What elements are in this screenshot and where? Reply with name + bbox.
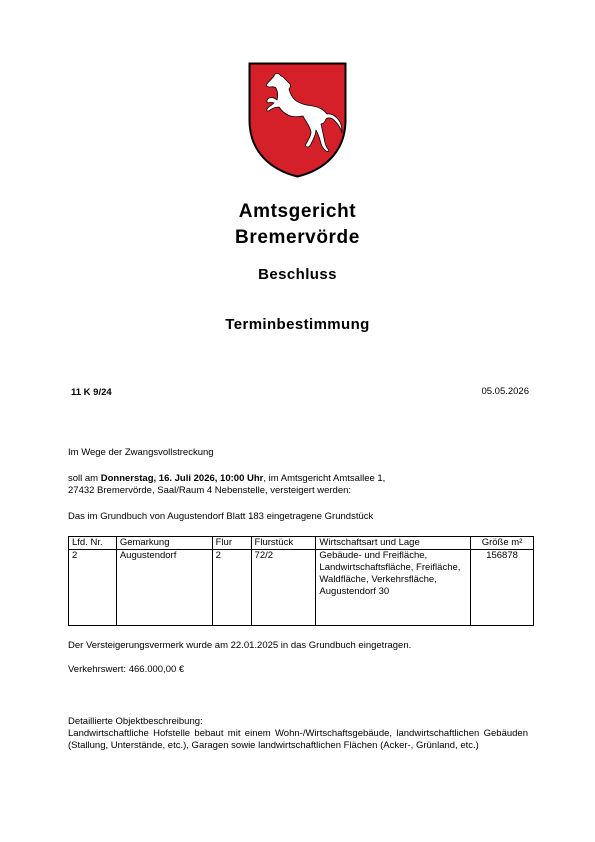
column-header-groesse: Größe m² [471,537,534,550]
object-description-label: Detaillierte Objektbeschreibung: [68,716,203,727]
object-description [68,716,528,752]
document-type: Beschluss [258,266,337,283]
court-name-line1: Amtsgericht [238,201,357,222]
cell-flur: 2 [212,550,251,626]
cell-flurstueck: 72/2 [251,550,316,626]
registration-note: Der Versteigerungsvermerk wurde am 22.01.2025 in das Grundbuch eingetragen. [68,640,412,651]
appointment-line2: 27432 Bremervörde, Saal/Raum 4 Nebenstelle, versteigert werden: [68,485,352,496]
market-value: Verkehrswert: 466.000,00 € [68,664,185,675]
table-header-row [69,537,534,550]
column-header-gemarkung: Gemarkung [116,537,212,550]
cell-lfd-nr: 2 [69,550,117,626]
cell-groesse: 156878 [471,550,534,626]
appointment-suffix: , im Amtsgericht Amtsallee 1, [263,473,386,484]
appointment-line1 [68,473,538,485]
cell-wirtschaftsart: Gebäude- und Freifläche, Landwirtschaftsfläche, Freifläche, Waldfläche, Verkehrsfläche, Augustendorf 30 [316,550,471,626]
appointment-datetime: Donnerstag, 16. Juli 2026, 10:00 Uhr [100,473,264,484]
property-intro: Das im Grundbuch von Augustendorf Blatt 183 eingetragene Grundstück [68,511,374,522]
document-date: 05.05.2026 [481,386,529,397]
lower-saxony-coat-of-arms-icon [248,62,347,178]
column-header-lfd-nr: Lfd. Nr. [69,537,117,550]
column-header-flur: Flur [212,537,251,550]
court-name-line2: Bremervörde [235,227,360,248]
document-subject: Terminbestimmung [225,316,370,333]
object-description-text: Landwirtschaftliche Hofstelle bebaut mit einem Wohn-/Wirtschaftsgebäude, landwirtschaftlichen Gebäuden (Stallung, Unterstände, etc.), Garagen sowie landwirtschaftlichen Flächen (Acker-, Grünland, etc.) [68,728,528,751]
appointment-text [68,473,538,497]
table-row [69,550,534,626]
column-header-flurstueck: Flurstück [251,537,316,550]
appointment-prefix: soll am [68,473,101,484]
column-header-wirtschaftsart: Wirtschaftsart und Lage [316,537,471,550]
case-number: 11 K 9/24 [71,387,112,398]
parcel-table [68,536,534,626]
cell-gemarkung: Augustendorf [116,550,212,626]
intro-text: Im Wege der Zwangsvollstreckung [68,447,214,458]
